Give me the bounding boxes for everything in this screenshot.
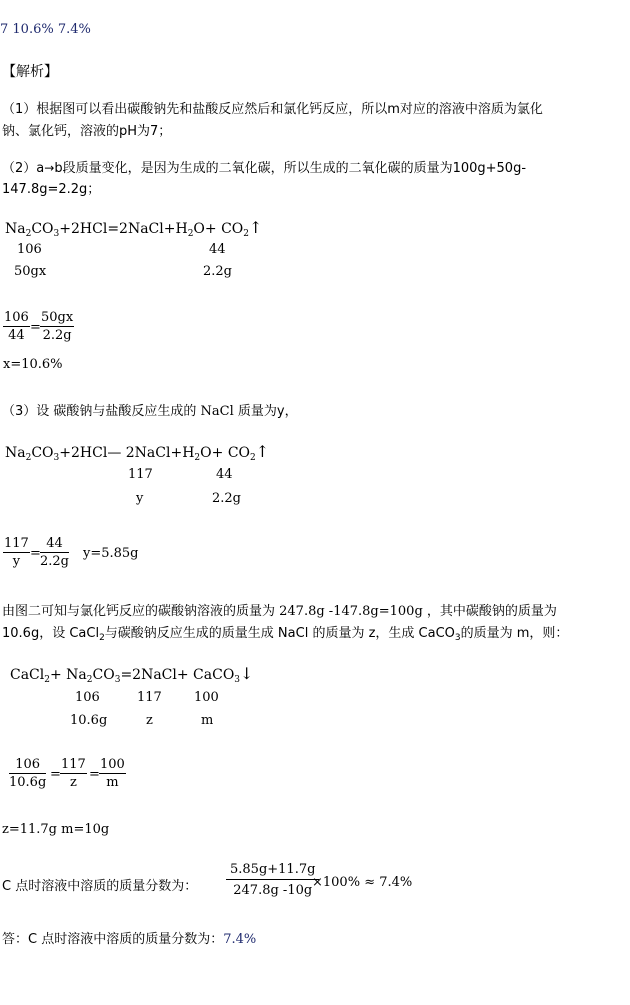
ratio2-left: $\frac{117}{y}$ [4, 536, 29, 569]
ratio3-right: $\frac{100}{m}$ [100, 757, 125, 790]
y-result: y=5.85g [83, 546, 139, 561]
ratio3-left: $\frac{106}{10.6g}$ [9, 757, 47, 790]
eq3-mass-na2co3: 106 [75, 690, 100, 705]
ratio3-eq2: = [89, 767, 100, 782]
eq3-z: z [146, 713, 153, 728]
part4-line1: 由图二可知与氯化钙反应的碳酸钠溶液的质量为 247.8g -147.8g=100g ，其中碳酸钠的质量为 [2, 604, 557, 619]
eq3-mass-nacl: 117 [137, 690, 162, 705]
part2-body: b段质量变化，是因为生成的二氧化碳，所以生成的二氧化碳的质量为100g+50g- [54, 161, 527, 176]
part4-line2: 10.6g，设 CaCl$_2$与碳酸钠反应生成的质量生成 NaCl 的质量为 z，生成 CaCO$_3$的质量为 m，则： [2, 626, 569, 643]
part1-line2: 钠、氯化钙，溶液的pH为7； [2, 124, 172, 139]
eq1-mass-co2: 44 [209, 242, 226, 257]
right-arrow-icon: → [44, 161, 55, 175]
down-arrow-icon: ↓ [240, 664, 254, 683]
equation-3: CaCl$_2$+ $Na_2CO_3=2NaCl+$ CaCO$_3$↓ [10, 664, 254, 685]
eq2-co2: 2.2g [212, 491, 241, 506]
ratio2-eq: = [30, 546, 41, 561]
eq2-mass-nacl: 117 [128, 467, 153, 482]
eq3-given: 10.6g [70, 713, 108, 728]
c-point-fraction: $\frac{5.85g+11.7g}{247.8g -10g}$ [226, 862, 319, 898]
answer-summary: 7 10.6% 7.4% [0, 22, 91, 37]
up-arrow-icon: ↑ [255, 442, 270, 461]
part2-line1 [2, 157, 526, 176]
equation-2: $Na_2CO_3+2HCl—$ $2NaCl+H_2O+$ $CO_2↑$ [5, 442, 270, 463]
eq1-given-co2: 2.2g [203, 264, 232, 279]
part2-prefix: （2）a [2, 161, 45, 176]
c-point-label: C 点时溶液中溶质的质量分数为： [2, 879, 198, 894]
part1-line1: （1）根据图可以看出碳酸钠先和盐酸反应然后和氯化钙反应，所以m对应的溶液中溶质为氯化 [2, 102, 543, 117]
part2-line2: 147.8g=2.2g； [2, 182, 101, 197]
eq2-y: y [136, 491, 144, 506]
eq3-mass-caco3: 100 [194, 690, 219, 705]
up-arrow-icon: ↑ [249, 218, 263, 237]
zm-result: z=11.7g m=10g [2, 822, 110, 837]
ratio1-left: $\frac{106}{44}$ [4, 310, 29, 343]
eq2-mass-co2: 44 [216, 467, 233, 482]
eq1-given: 50gx [14, 264, 47, 279]
equation-1: $Na_2CO_3+2HCl=2NaCl+H_2O+$ $CO_2↑$ [5, 218, 263, 239]
ratio1-eq: = [30, 320, 41, 335]
part3-intro: （3）设 碳酸钠与盐酸反应生成的 NaCl 质量为y， [2, 404, 298, 419]
ratio3-mid: $\frac{117}{z}$ [61, 757, 86, 790]
x-result: x=10.6% [3, 357, 63, 372]
c-point-tail: ×100% ≈ 7.4% [312, 875, 413, 890]
eq1-mass-na2co3: 106 [17, 242, 42, 257]
final-answer: 答：C 点时溶液中溶质的质量分数为：7.4% [2, 932, 257, 947]
ratio3-eq1: = [50, 767, 61, 782]
analysis-heading: 【解析】 [2, 64, 58, 80]
eq3-m: m [201, 713, 214, 728]
ratio1-right: $\frac{50gx}{2.2g}$ [41, 310, 74, 343]
ratio2-right: $\frac{44}{2.2g}$ [40, 536, 69, 569]
